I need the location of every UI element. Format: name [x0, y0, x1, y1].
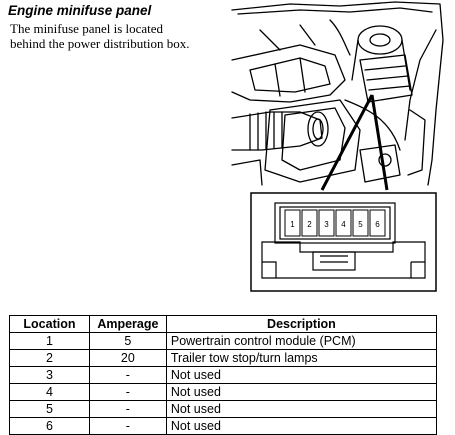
caption-line-1: The minifuse panel is located [10, 21, 164, 36]
cell-amperage: - [89, 384, 166, 401]
fuse-slot-label: 6 [375, 220, 380, 229]
cell-location: 6 [10, 418, 90, 435]
cell-location: 5 [10, 401, 90, 418]
cell-amperage: 20 [89, 350, 166, 367]
cell-description: Not used [166, 384, 436, 401]
cell-amperage: 5 [89, 333, 166, 350]
table-row [10, 333, 437, 350]
cell-amperage: - [89, 367, 166, 384]
table-row [10, 367, 437, 384]
header-description: Description [166, 316, 436, 333]
cell-description: Powertrain control module (PCM) [166, 333, 436, 350]
table-row [10, 384, 437, 401]
fuse-table [9, 315, 437, 435]
cell-description: Not used [166, 401, 436, 418]
fuse-slot-label: 1 [290, 220, 295, 229]
fuse-slot-label: 2 [307, 220, 312, 229]
cell-location: 3 [10, 367, 90, 384]
cell-location: 4 [10, 384, 90, 401]
fuse-slot-label: 5 [358, 220, 363, 229]
table-header-row [10, 316, 437, 333]
cell-amperage: - [89, 401, 166, 418]
cell-description: Not used [166, 367, 436, 384]
section-heading: Engine minifuse panel [8, 3, 152, 18]
header-location: Location [10, 316, 90, 333]
header-amperage: Amperage [89, 316, 166, 333]
caption-line-2: behind the power distribution box. [10, 36, 190, 51]
cell-description: Trailer tow stop/turn lamps [166, 350, 436, 367]
cell-location: 1 [10, 333, 90, 350]
callout-pointer [322, 95, 387, 190]
table-row [10, 350, 437, 367]
table-row [10, 401, 437, 418]
fuse-slot-label: 3 [324, 220, 329, 229]
cell-location: 2 [10, 350, 90, 367]
cell-description: Not used [166, 418, 436, 435]
cell-amperage: - [89, 418, 166, 435]
fuse-slot-label: 4 [341, 220, 346, 229]
table-row [10, 418, 437, 435]
